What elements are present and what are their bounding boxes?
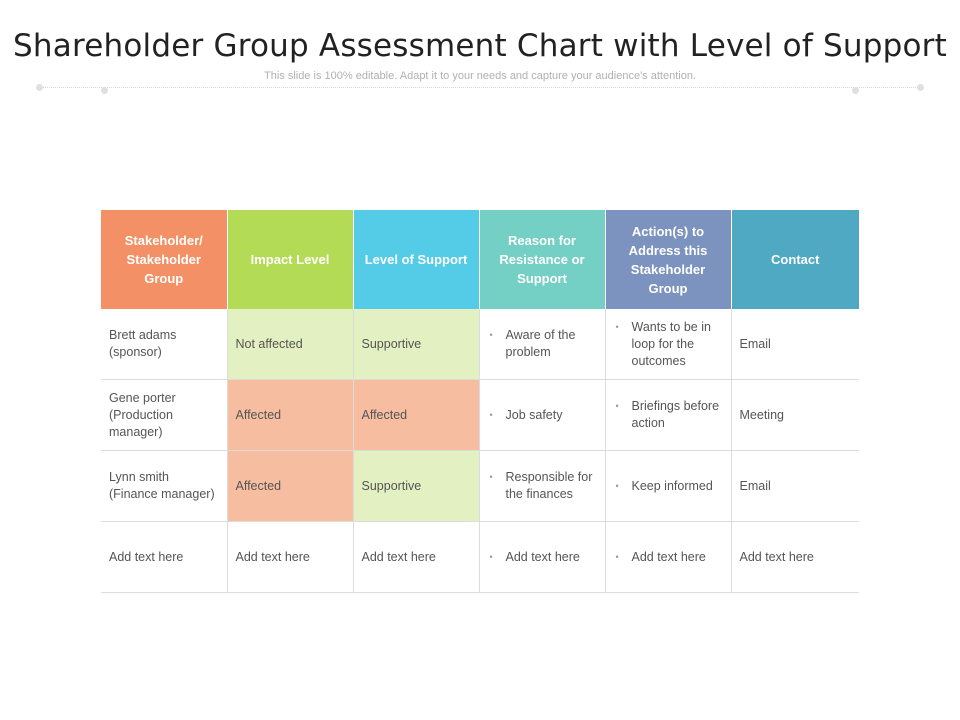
header-contact: Contact xyxy=(731,210,859,309)
divider-dot xyxy=(852,87,859,94)
cell-action-text: Keep informed xyxy=(631,478,713,493)
cell-reason xyxy=(479,309,605,380)
cell-contact: Email xyxy=(731,451,859,522)
cell-support: Affected xyxy=(353,380,479,451)
bullet-icon: • xyxy=(615,480,619,491)
header-impact-level: Impact Level xyxy=(227,210,353,309)
table-row xyxy=(101,309,859,380)
stakeholder-table xyxy=(101,210,859,593)
cell-impact: Affected xyxy=(227,380,353,451)
cell-action xyxy=(605,451,731,522)
cell-support: Supportive xyxy=(353,309,479,380)
header-reason: Reason for Resistance or Support xyxy=(479,210,605,309)
cell-action-text: Add text here xyxy=(631,549,706,564)
cell-reason-text: Responsible for the finances xyxy=(505,470,593,501)
cell-stakeholder: Lynn smith (Finance manager) xyxy=(101,451,227,522)
bullet-icon: • xyxy=(615,401,619,411)
table-row xyxy=(101,451,859,522)
cell-action xyxy=(605,380,731,451)
cell-reason xyxy=(479,522,605,593)
cell-reason xyxy=(479,380,605,451)
divider-dot xyxy=(36,84,43,91)
cell-impact: Add text here xyxy=(227,522,353,593)
bullet-icon: • xyxy=(489,409,493,420)
divider-dot xyxy=(101,87,108,94)
header-level-of-support: Level of Support xyxy=(353,210,479,309)
cell-stakeholder: Gene porter (Production manager) xyxy=(101,380,227,451)
cell-impact: Affected xyxy=(227,451,353,522)
cell-reason-text: Aware of the problem xyxy=(505,328,576,359)
bullet-icon: • xyxy=(489,330,493,340)
cell-contact: Add text here xyxy=(731,522,859,593)
table-row xyxy=(101,522,859,593)
bullet-icon: • xyxy=(489,472,493,482)
cell-contact: Meeting xyxy=(731,380,859,451)
divider-dot xyxy=(917,84,924,91)
cell-impact: Not affected xyxy=(227,309,353,380)
cell-reason-text: Job safety xyxy=(505,407,563,422)
cell-action xyxy=(605,309,731,380)
cell-stakeholder: Add text here xyxy=(101,522,227,593)
cell-support: Add text here xyxy=(353,522,479,593)
cell-contact: Email xyxy=(731,309,859,380)
title-divider xyxy=(40,87,920,88)
cell-action xyxy=(605,522,731,593)
cell-support: Supportive xyxy=(353,451,479,522)
header-actions: Action(s) to Address this Stakeholder Group xyxy=(605,210,731,309)
bullet-icon: • xyxy=(615,321,619,332)
cell-action-text: Briefings before action xyxy=(631,399,720,430)
slide-title: Shareholder Group Assessment Chart with Level of Support xyxy=(13,28,947,64)
slide-subtitle: This slide is 100% editable. Adapt it to your needs and capture your audience's attention. xyxy=(264,70,696,82)
bullet-icon: • xyxy=(489,551,493,562)
bullet-icon: • xyxy=(615,551,619,562)
cell-reason-text: Add text here xyxy=(505,549,580,564)
header-stakeholder: Stakeholder/ Stakeholder Group xyxy=(101,210,227,309)
table-row xyxy=(101,380,859,451)
cell-action-text: Wants to be in loop for the outcomes xyxy=(631,319,711,368)
cell-reason xyxy=(479,451,605,522)
table-header-row xyxy=(101,210,859,309)
cell-stakeholder: Brett adams (sponsor) xyxy=(101,309,227,380)
